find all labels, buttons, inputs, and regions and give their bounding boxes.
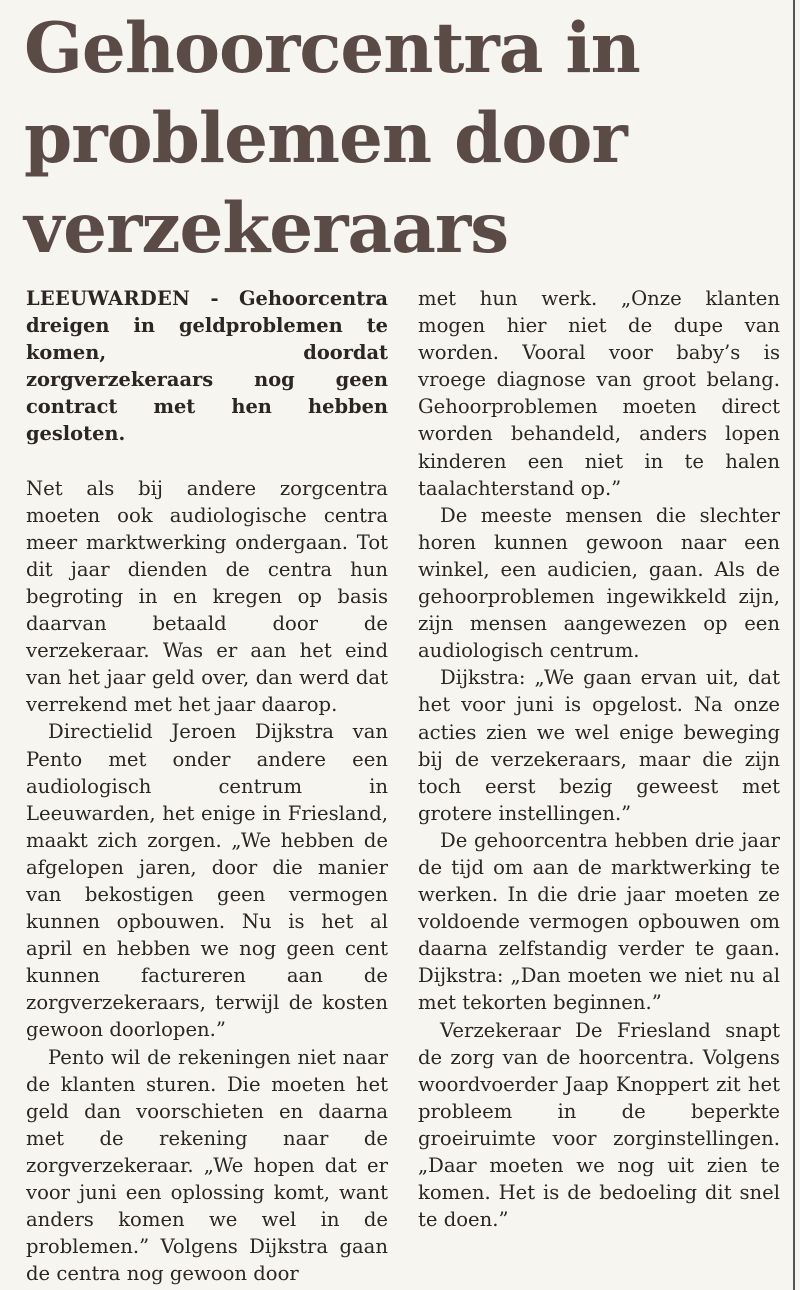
body-paragraph: Dijkstra: „We gaan ervan uit, dat het voor juni is opgelost. Na onze acties zien we wel enige beweging bij de verzekeraars, maar die zijn toch eerst bezig geweest met grotere instellingen.” (418, 666, 780, 825)
body-paragraph: Verzekeraar De Friesland snapt de zorg van de hoorcentra. Volgens woordvoerder Jaap Knoppert zit het probleem in de beperkte groeiruimte voor zorginstellingen. „Daar moeten we nog uit zien te komen. Het is de bedoeling dit snel te doen.” (418, 1018, 780, 1232)
body-paragraph: Pento wil de rekeningen niet naar de klanten sturen. Die moeten het geld dan voorschieten en daarna met de rekening naar de zorgverzekeraar. „We hopen dat er voor juni een oplossing komt, want anders komen we wel in de problemen.” Volgens Dijkstra gaan de centra nog gewoon door (26, 1045, 388, 1286)
left-column (26, 285, 388, 1287)
headline (24, 4, 784, 274)
lead-separator: - (190, 287, 239, 310)
dateline: LEEUWARDEN (26, 287, 191, 310)
body-paragraph: Net als bij andere zorgcentra moeten ook audiologische centra meer marktwerking ondergaan. Tot dit jaar dienden de centra hun begroting in en kregen op basis daarvan betaald door de verzekeraar. Was er aan het eind van het jaar geld over, dan werd dat verrekend met het jaar daarop. (26, 476, 388, 717)
headline-line: Gehoorcentra in (24, 8, 640, 89)
headline-line: problemen door (24, 98, 627, 179)
right-column (418, 285, 780, 1233)
lead-paragraph (26, 285, 388, 448)
body-paragraph: Directielid Jeroen Dijkstra van Pento met onder andere een audiologisch centrum in Leeuwarden, het enige in Friesland, maakt zich zorgen. „We hebben de afgelopen jaren, door die manier van bekostigen geen vermogen kunnen opbouwen. Nu is het al april en hebben we nog geen cent kunnen factureren aan de zorgverzekeraars, terwijl de kosten gewoon doorlopen.” (26, 720, 388, 1042)
lead-text: Gehoorcentra dreigen in geldproblemen te komen, doordat zorgverzekeraars nog geen contract met hen hebben gesloten. (26, 287, 388, 446)
body-paragraph: De gehoorcentra hebben drie jaar de tijd om aan de marktwerking te werken. In die drie jaar moeten ze voldoende vermogen opbouwen om daarna zelfstandig verder te gaan. Dijkstra: „Dan moeten we niet nu al met tekorten beginnen.” (418, 828, 780, 1015)
column-rule (793, 0, 795, 1290)
body-paragraph: De meeste mensen die slechter horen kunnen gewoon naar een winkel, een audicien, gaan. Als de gehoorproblemen ingewikkeld zijn, zijn mensen aangewezen op een audiologisch centrum. (418, 503, 780, 663)
headline-line: verzekeraars (24, 188, 509, 269)
body-paragraph: met hun werk. „Onze klanten mogen hier niet de dupe van worden. Vooral voor baby’s is vroege diagnose van groot belang. Gehoorproblemen moeten direct worden behandeld, anders lopen kinderen een niet in te halen taalachterstand op.” (418, 287, 780, 500)
